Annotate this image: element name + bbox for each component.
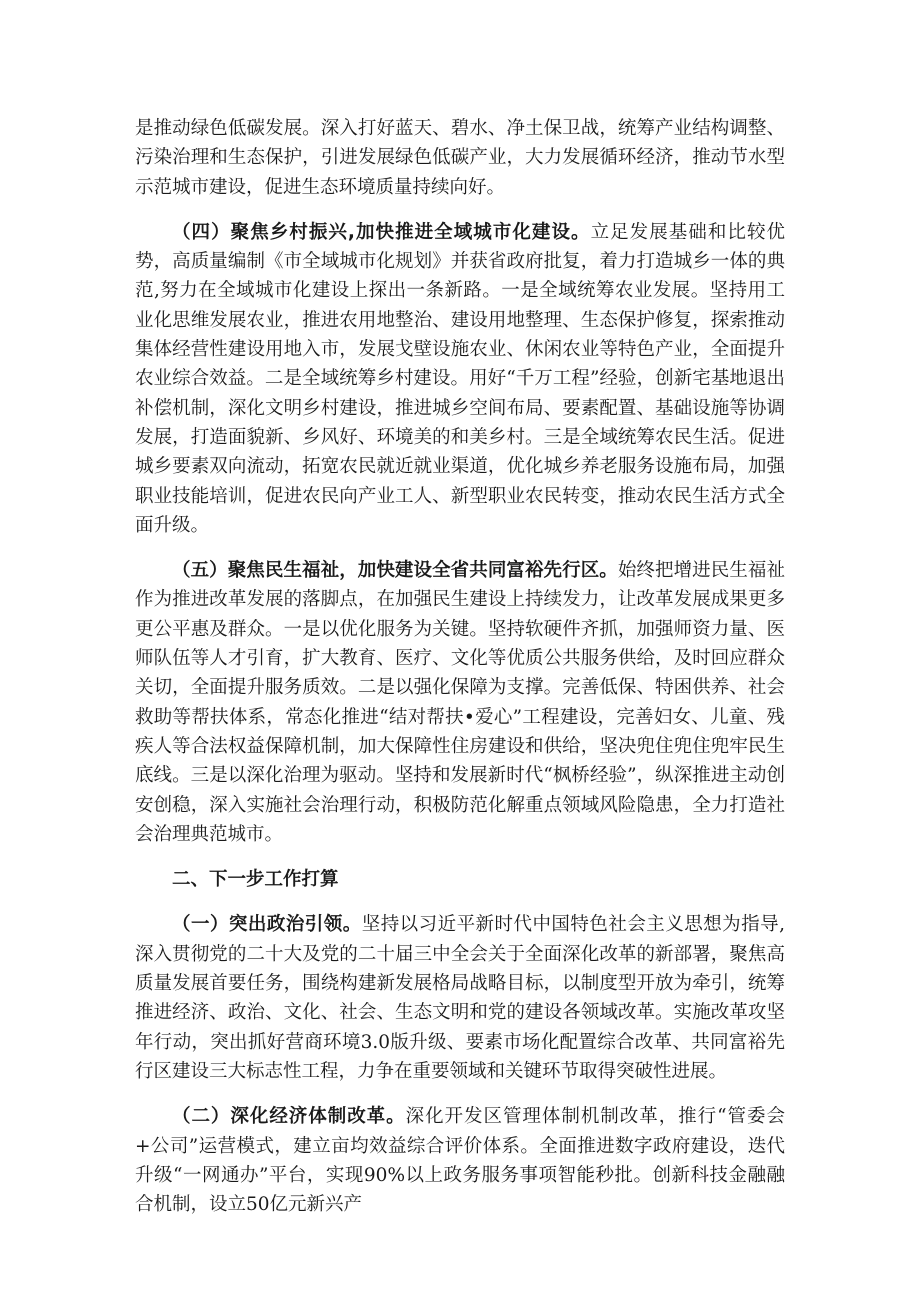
paragraph-economic-reform	[135, 1102, 785, 1219]
paragraph-text: 深化开发区管理体制机制改革，推行“管委会+公司”运营模式，建立亩均效益综合评价体系。全面推进数字政府建设，迭代升级“一网通办”平台，实现90%以上政务服务事项智能秒批。创新科技金融融合机制，设立50亿元新兴产	[135, 1106, 785, 1216]
section-heading-next-steps: 二、下一步工作打算	[172, 869, 339, 891]
paragraph-text: 是推动绿色低碳发展。深入打好蓝天、碧水、净土保卫战，统筹产业结构调整、污染治理和生态保护，引进发展绿色低碳产业，大力发展循环经济，推动节水型示范城市建设，促进生态环境质量持续向好。	[135, 118, 785, 198]
paragraph-lead-heading: （一）突出政治引领。	[172, 914, 362, 936]
paragraph-rural-revitalization	[135, 218, 785, 540]
paragraph-text: 坚持以习近平新时代中国特色社会主义思想为指导,深入贯彻党的二十大及党的二十届三中全会关于全面深化改革的新部署，聚焦高质量发展首要任务，围绕构建新发展格局战略目标，以制度型开放为牵引，统筹推进经济、政治、文化、社会、生态文明和党的建设各领域改革。实施改革攻坚年行动，突出抓好营商环境3.0版升级、要素市场化配置综合改革、共同富裕先行区建设三大标志性工程，力争在重要领域和关键环节取得突破性进展。	[135, 914, 785, 1082]
paragraph-lead-heading: （二）深化经济体制改革。	[172, 1106, 406, 1128]
paragraph-lead-heading: （五）聚焦民生福祉，加快建设全省共同富裕先行区。	[172, 560, 618, 582]
paragraph-text: 立足发展基础和比较优势，高质量编制《市全域城市化规划》并获省政府批复，着力打造城乡一体的典范,努力在全域城市化建设上探出一条新路。一是全域统筹农业发展。坚持用工业化思维发展农业，推进农用地整治、建设用地整理、生态保护修复，探索推动集体经营性建设用地入市，发展戈壁设施农业、休闲农业等特色产业，全面提升农业综合效益。二是全域统筹乡村建设。用好“千万工程”经验，创新宅基地退出补偿机制，深化文明乡村建设，推进城乡空间布局、要素配置、基础设施等协调发展，打造面貌新、乡风好、环境美的和美乡村。三是全域统筹农民生活。促进城乡要素双向流动，拓宽农民就近就业渠道，优化城乡养老服务设施布局，加强职业技能培训，促进农民向产业工人、新型职业农民转变，推动农民生活方式全面升级。	[135, 221, 785, 536]
paragraph-political-guidance	[135, 910, 785, 1086]
paragraph-lead-heading: （四）聚焦乡村振兴,加快推进全域城市化建设。	[172, 221, 591, 243]
paragraph-people-wellbeing	[135, 556, 785, 849]
paragraph-green-development	[135, 114, 785, 202]
paragraph-text: 始终把增进民生福祉作为推进改革发展的落脚点，在加强民生建设上持续发力，让改革发展成果更多更公平惠及群众。一是以优化服务为关键。坚持软硬件齐抓，加强师资力量、医师队伍等人才引育，扩大教育、医疗、文化等优质公共服务供给，及时回应群众关切，全面提升服务质效。二是以强化保障为支撑。完善低保、特困供养、社会救助等帮扶体系，常态化推进“结对帮扶•爱心”工程建设，完善妇女、儿童、残疾人等合法权益保障机制，加大保障性住房建设和供给，坚决兜住兜住兜牢民生底线。三是以深化治理为驱动。坚持和发展新时代“枫桥经验”，纵深推进主动创安创稳，深入实施社会治理行动，积极防范化解重点领域风险隐患，全力打造社会治理典范城市。	[135, 560, 785, 845]
